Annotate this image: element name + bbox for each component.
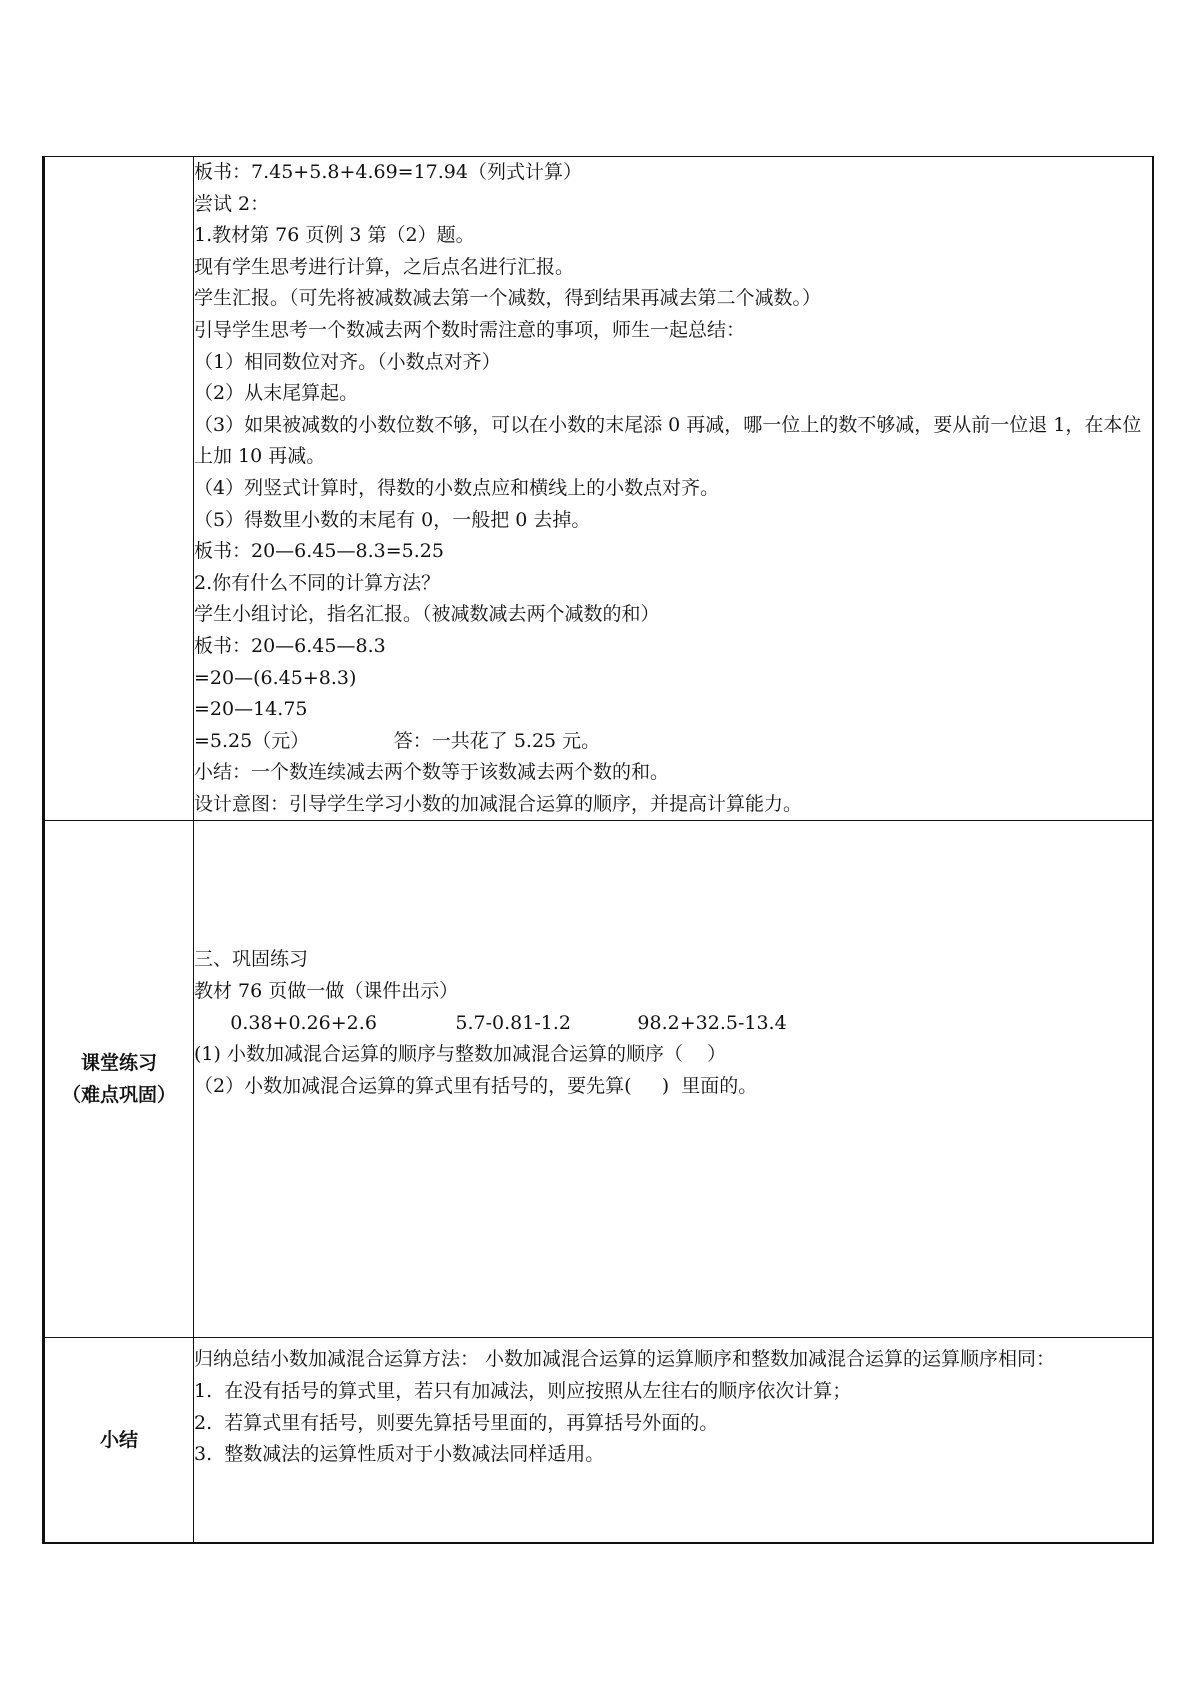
content-line: 现有学生思考进行计算，之后点名进行汇报。 bbox=[194, 255, 575, 278]
content-line: （3）如果被减数的小数位数不够，可以在小数的末尾添 0 再减，哪一位上的数不够减，要从前一位退 1，在本位上加 10 再减。 bbox=[194, 413, 1142, 468]
content-line: 学生小组讨论，指名汇报。（被减数减去两个减数的和） bbox=[194, 603, 660, 626]
content-line: 板书：20—6.45—8.3 bbox=[194, 634, 386, 657]
content-line: 引导学生思考一个数减去两个数时需注意的事项，师生一起总结： bbox=[194, 318, 746, 341]
content-line: 学生汇报。（可先将被减数减去第一个减数，得到结果再减去第二个减数。） bbox=[194, 287, 822, 310]
content-line: =20—14.75 bbox=[194, 698, 308, 721]
content-line: (1) 小数加减混合运算的顺序与整数加减混合运算的顺序（ ） bbox=[194, 1043, 727, 1066]
content-line: 1. 在没有括号的算式里，若只有加减法，则应按照从左往右的顺序依次计算； bbox=[194, 1380, 852, 1403]
table-row bbox=[44, 1338, 1154, 1544]
row1-label-cell bbox=[44, 157, 194, 821]
content-line: =5.25（元） 答：一共花了 5.25 元。 bbox=[194, 729, 601, 752]
content-line: 2. 若算式里有括号，则要先算括号里面的，再算括号外面的。 bbox=[194, 1411, 719, 1434]
content-line: 小结：一个数连续减去两个数等于该数减去两个数的和。 bbox=[194, 761, 670, 784]
content-line: 板书：7.45+5.8+4.69=17.94（列式计算） bbox=[194, 161, 582, 183]
row2-content-cell bbox=[194, 821, 1154, 1338]
content-line: 三、巩固练习 bbox=[194, 948, 309, 971]
content-line: 设计意图：引导学生学习小数的加减混合运算的顺序，并提高计算能力。 bbox=[194, 792, 803, 815]
content-line: 2.你有什么不同的计算方法？ bbox=[194, 571, 441, 594]
row-label: 小结 bbox=[99, 1429, 138, 1452]
table-row bbox=[44, 821, 1154, 1338]
content-line: 教材 76 页做一做（课件出示） bbox=[194, 980, 459, 1003]
row1-content-cell bbox=[194, 157, 1154, 821]
row3-content-cell bbox=[194, 1338, 1154, 1544]
row2-label-cell bbox=[44, 821, 194, 1338]
content-line: （1）相同数位对齐。（小数点对齐） bbox=[194, 350, 501, 373]
content-line: 板书：20—6.45—8.3=5.25 bbox=[194, 540, 444, 563]
content-line: 0.38+0.26+2.6 5.7-0.81-1.2 98.2+32.5-13.4 bbox=[194, 1011, 787, 1034]
content-line: 3. 整数减法的运算性质对于小数减法同样适用。 bbox=[194, 1443, 605, 1466]
content-line: （4）列竖式计算时，得数的小数点应和横线上的小数点对齐。 bbox=[194, 476, 720, 499]
lesson-table bbox=[42, 156, 1154, 1544]
content-line: 归纳总结小数加减混合运算方法： 小数加减混合运算的运算顺序和整数加减混合运算的运算顺序相同： bbox=[194, 1348, 1056, 1371]
table-row bbox=[44, 157, 1154, 821]
content-line: （2）从末尾算起。 bbox=[194, 382, 359, 405]
row-sublabel: （难点巩固） bbox=[61, 1084, 176, 1107]
row-label: 课堂练习 bbox=[80, 1052, 157, 1075]
content-line: （2）小数加减混合运算的算式里有括号的，要先算( ) 里面的。 bbox=[194, 1074, 758, 1097]
content-line: 尝试 2： bbox=[194, 192, 270, 215]
content-line: 1.教材第 76 页例 3 第（2）题。 bbox=[194, 224, 475, 247]
content-line: =20—(6.45+8.3) bbox=[194, 666, 357, 689]
content-line: （5）得数里小数的末尾有 0，一般把 0 去掉。 bbox=[194, 508, 591, 531]
row3-label-cell bbox=[44, 1338, 194, 1544]
